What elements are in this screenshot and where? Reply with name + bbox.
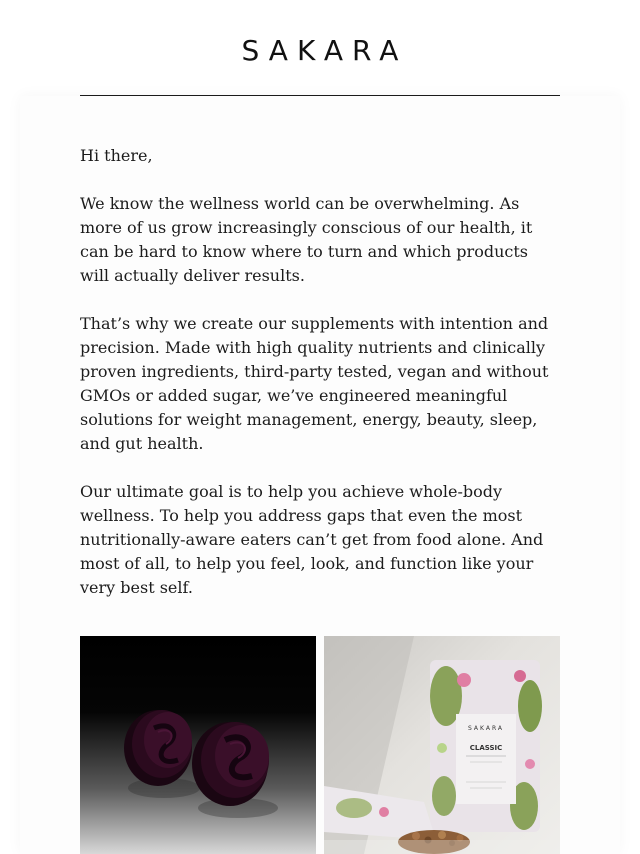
pouch-brand-text: SAKARA	[468, 725, 504, 732]
paragraph-goal: Our ultimate goal is to help you achieve whole-body wellness. To help you address gaps that even the most nutritionally-aware eaters can’t get from food alone. And most of all, to help you feel, look, and function like your very best self.	[80, 482, 544, 597]
gummies-image[interactable]	[80, 636, 316, 854]
header-divider	[80, 95, 560, 96]
greeting: Hi there,	[80, 146, 153, 165]
classic-pouch-image[interactable]	[324, 636, 560, 854]
product-image-row	[80, 636, 560, 854]
sakara-logo[interactable]: SAKARA	[241, 34, 408, 67]
email-header	[0, 0, 640, 96]
pouch-product-text: CLASSIC	[469, 744, 503, 752]
email-copy	[80, 144, 560, 624]
paragraph-supplements: That’s why we create our supplements with intention and precision. Made with high quality nutrients and clinically proven ingredients, third-party tested, vegan and without GMOs or added sugar, we’ve engineered meaningful solutions for weight management, energy, beauty, sleep, and gut health.	[80, 314, 549, 453]
paragraph-intro: We know the wellness world can be overwhelming. As more of us grow increasingly conscious of our health, it can be hard to know where to turn and which products will actually deliver results.	[80, 194, 533, 285]
